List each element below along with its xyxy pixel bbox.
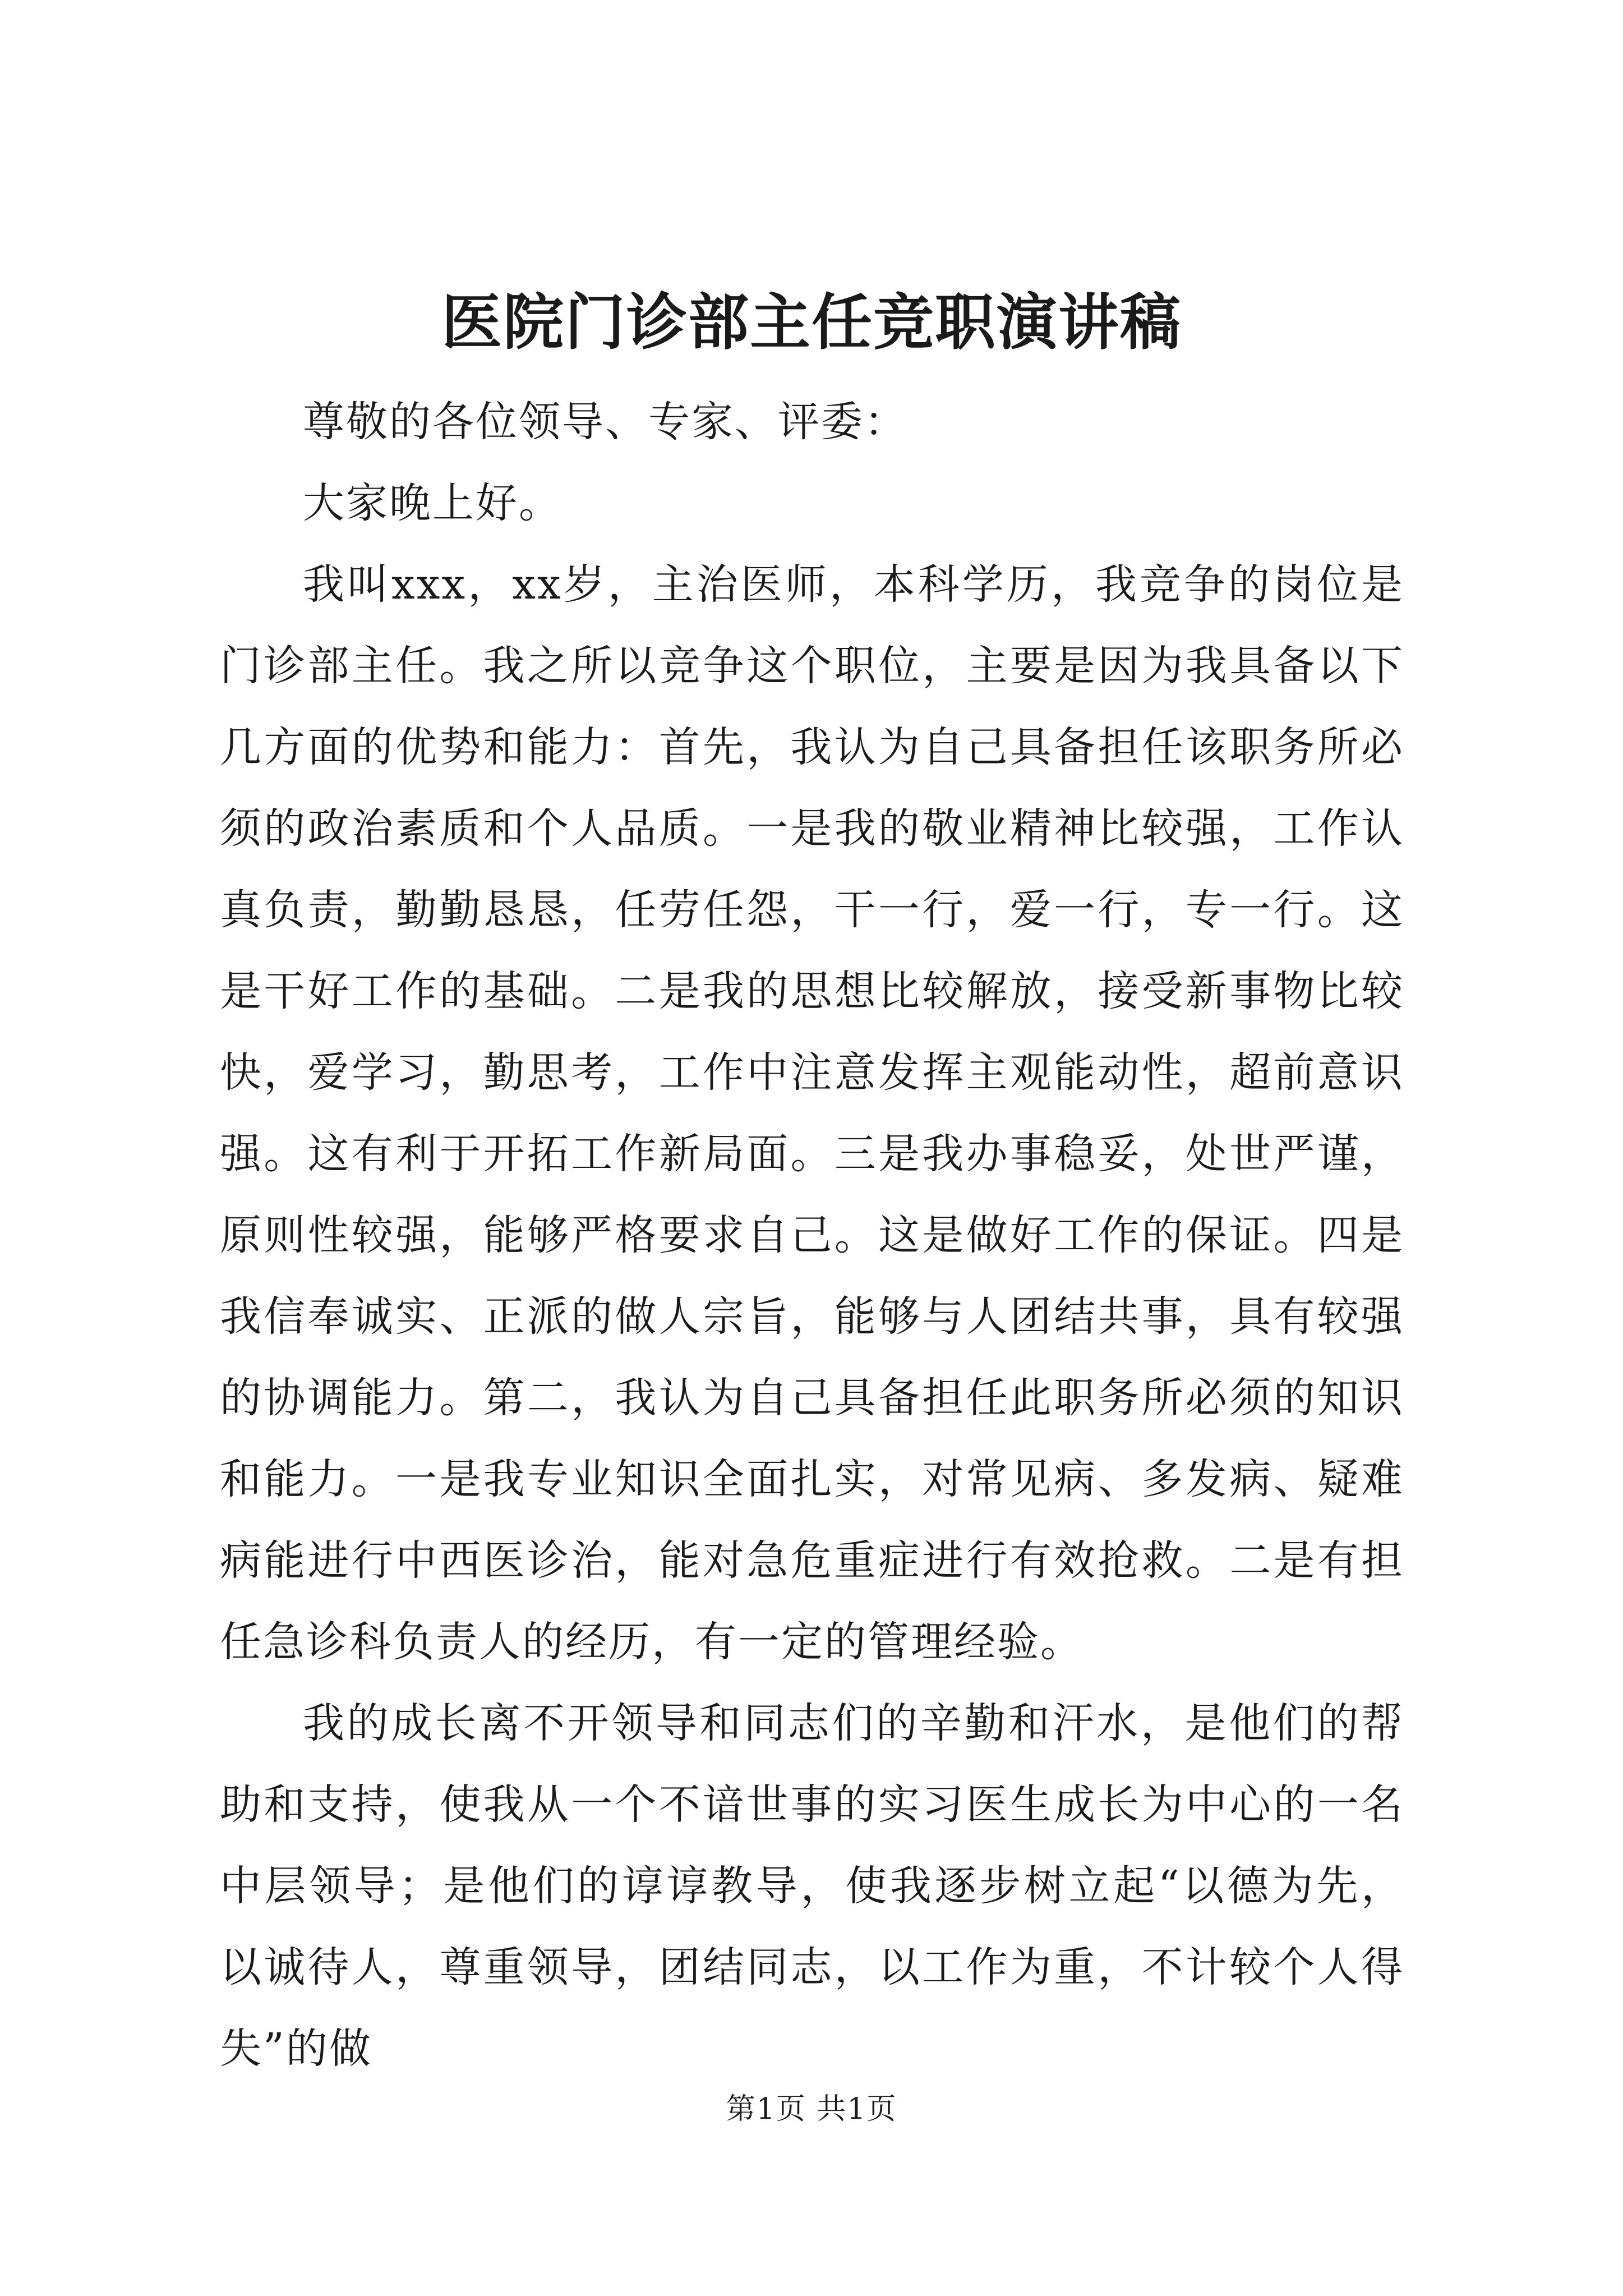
document-title: 医院门诊部主任竞职演讲稿 bbox=[441, 287, 1182, 358]
page-footer: 第1页 共1页 bbox=[726, 2092, 897, 2126]
document-body bbox=[220, 381, 1404, 2090]
body-paragraph: 我的成长离不开领导和同志们的辛勤和汗水，是他们的帮助和支持，使我从一个不谙世事的实习医生成长为中心的一名中层领导；是他们的谆谆教导，使我逐步树立起“以德为先，以诚待人，尊重领导，团结同志，以工作为重，不计较个人得失”的做 bbox=[220, 1699, 1404, 2073]
greeting-paragraph: 大家晚上好。 bbox=[303, 479, 562, 527]
body-paragraph: 我叫xxx，xx岁，主治医师，本科学历，我竞争的岗位是门诊部主任。我之所以竞争这个职位，主要是因为我具备以下几方面的优势和能力：首先，我认为自己具备担任该职务所必须的政治素质和个人品质。一是我的敬业精神比较强，工作认真负责，勤勤恳恳，任劳任怨，干一行，爱一行，专一行。这是干好工作的基础。二是我的思想比较解放，接受新事物比较快，爱学习，勤思考，工作中注意发挥主观能动性，超前意识强。这有利于开拓工作新局面。三是我办事稳妥，处世严谨，原则性较强，能够严格要求自己。这是做好工作的保证。四是我信奉诚实、正派的做人宗旨，能够与人团结共事，具有较强的协调能力。第二，我认为自己具备担任此职务所必须的知识和能力。一是我专业知识全面扎实，对常见病、多发病、疑难病能进行中西医诊治，能对急危重症进行有效抢救。二是有担任急诊科负责人的经历，有一定的管理经验。 bbox=[220, 560, 1404, 1666]
salutation-paragraph: 尊敬的各位领导、专家、评委： bbox=[303, 398, 907, 446]
